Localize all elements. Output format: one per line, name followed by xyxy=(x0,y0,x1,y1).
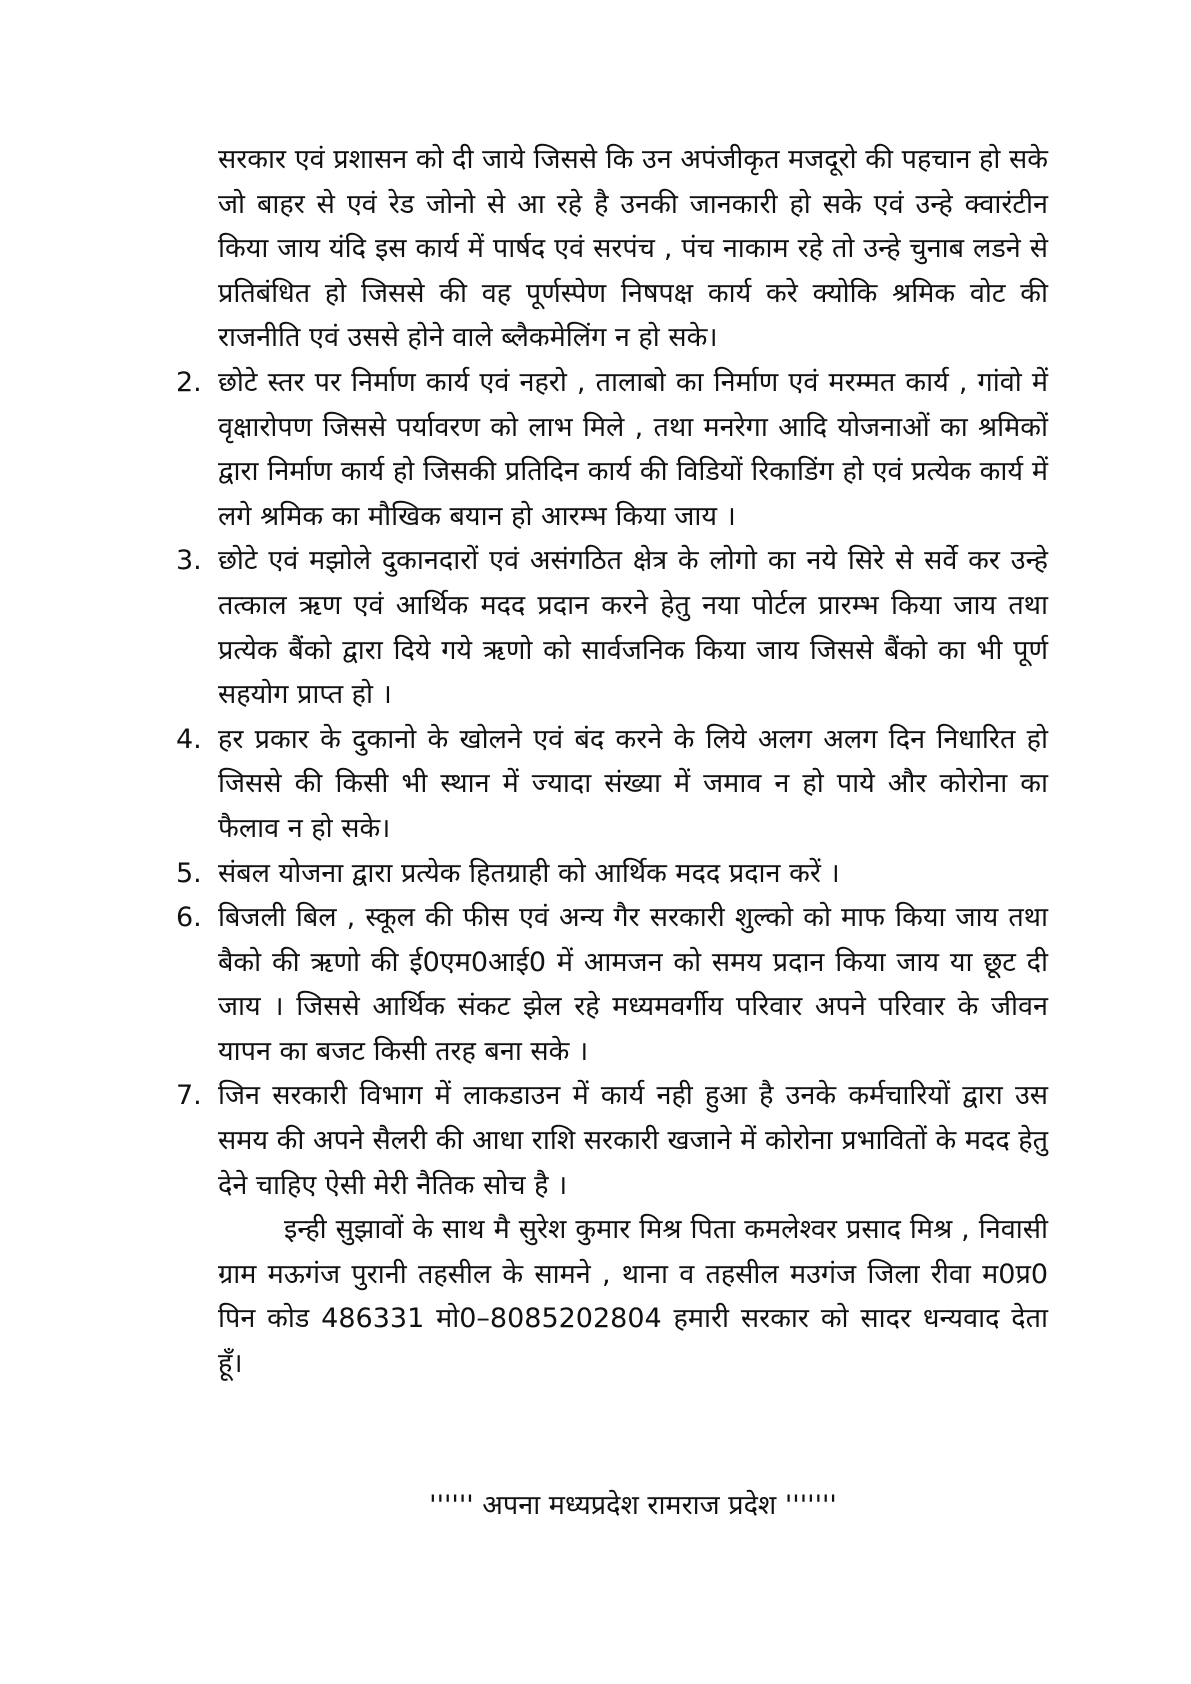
list-item xyxy=(176,852,1048,897)
list-item xyxy=(176,896,1048,1074)
list-item xyxy=(176,1074,1048,1208)
slogan: '''''' अपना मध्यप्रदेश रामराज प्रदेश ''''''' xyxy=(429,1490,837,1521)
list-item xyxy=(176,539,1048,717)
item-text: बिजली बिल , स्कूल की फीस एवं अन्य गैर सरकारी शुल्को को माफ किया जाय तथा बैको की ऋणो की ई0एम0आई0 में आमजन को समय प्रदान किया जाय या छूट दी जाय । जिससे आर्थिक संकट झेल रहे मध्यमवर्गीय परिवार अपने परिवार के जीवन यापन का बजट किसी तरह बना सके । xyxy=(218,902,1048,1067)
suggestion-list xyxy=(176,361,1048,1208)
item-text: संबल योजना द्वारा प्रत्येक हितग्राही को आर्थिक मदद प्रदान करें । xyxy=(218,857,840,889)
closing-paragraph: इन्ही सुझावों के साथ मै सुरेश कुमार मिश्र पिता कमलेश्वर प्रसाद मिश्र , निवासी ग्राम मऊगंज पुरानी तहसील के सामने , थाना व तहसील मउगंज जिला रीवा म0प्र0 पिन कोड 486331 मो0–8085202804 हमारी सरकार को सादर धन्यवाद देता हूँ। xyxy=(218,1214,1048,1380)
item-number: 6. xyxy=(176,902,202,934)
item-text: जिन सरकारी विभाग में लाकडाउन में कार्य नही हुआ है उनके कर्मचारियों द्वारा उस समय की अपने सैलरी की आधा राशि सरकारी खजाने में कोरोना प्रभावितों के मदद हेतु देने चाहिए ऐसी मेरी नैतिक सोच है । xyxy=(218,1080,1048,1201)
item-number: 3. xyxy=(176,545,202,577)
list-item xyxy=(176,361,1048,539)
item-number: 4. xyxy=(176,723,202,755)
document-body xyxy=(176,138,1048,1387)
item-number: 2. xyxy=(176,366,202,398)
item-text: हर प्रकार के दुकानो के खोलने एवं बंद करने के लिये अलग अलग दिन निधारित हो जिससे की किसी भी स्थान में ज्यादा संख्या में जमाव न हो पाये और कोरोना का फैलाव न हो सके। xyxy=(218,723,1048,844)
list-item xyxy=(176,718,1048,852)
item-text: छोटे स्तर पर निर्माण कार्य एवं नहरो , तालाबो का निर्माण एवं मरम्मत कार्य , गांवो में वृक्षारोपण जिससे पर्यावरण को लाभ मिले , तथा मनरेगा आदि योजनाओं का श्रमिकों द्वारा निर्माण कार्य हो जिसकी प्रतिदिन कार्य की विडियों रिकाडिंग हो एवं प्रत्येक कार्य में लगे श्रमिक का मौखिक बयान हो आरम्भ किया जाय । xyxy=(218,366,1048,532)
intro-paragraph: सरकार एवं प्रशासन को दी जाये जिससे कि उन अपंजीकृत मजदूरो की पहचान हो सके जो बाहर से एवं रेड जोनो से आ रहे है उनकी जानकारी हो सके एवं उन्हे क्वारंटीन किया जाय यंदि इस कार्य में पार्षद एवं सरपंच , पंच नाकाम रहे तो उन्हे चुनाब लडने से प्रतिबंधित हो जिससे की वह पूर्णस्पेण निषपक्ष कार्य करे क्योकि श्रमिक वोट की राजनीति एवं उससे होने वाले ब्लैकमेलिंग न हो सके। xyxy=(218,144,1048,354)
item-number: 7. xyxy=(176,1080,202,1112)
item-number: 5. xyxy=(176,857,202,889)
item-text: छोटे एवं मझोले दुकानदारों एवं असंगठित क्षेत्र के लोगो का नये सिरे से सर्वे कर उन्हे तत्काल ऋण एवं आर्थिक मदद प्रदान करने हेतु नया पोर्टल प्रारम्भ किया जाय तथा प्रत्येक बैंको द्वारा दिये गये ऋणो को सार्वजनिक किया जाय जिससे बैंको का भी पूर्ण सहयोग प्राप्त हो । xyxy=(218,545,1048,711)
